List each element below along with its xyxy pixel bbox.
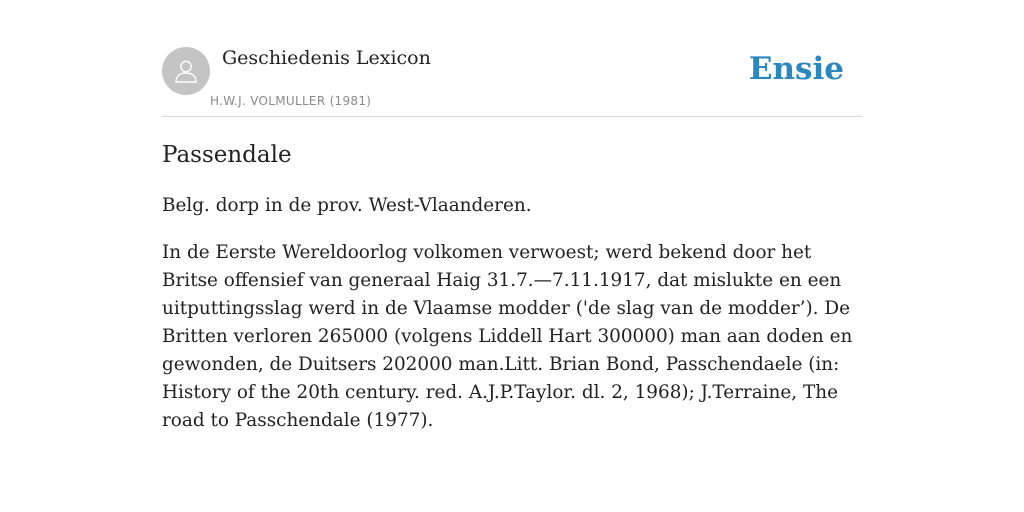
source-title[interactable]: Geschiedenis Lexicon xyxy=(222,47,431,69)
avatar[interactable] xyxy=(162,47,210,95)
brand-logo[interactable]: Ensie xyxy=(748,51,844,87)
entry-card xyxy=(162,0,862,512)
definition-paragraph: Belg. dorp in de prov. West-Vlaanderen. xyxy=(162,195,532,216)
definition-paragraph: In de Eerste Wereldoorlog volkomen verwoest; werd bekend door het Britse offensief van generaal Haig 31.7.—7.11.1917, dat mislukte en een uitputtingsslag werd in de Vlaamse modder ('de slag van de modder’). De Britten verloren 265000 (volgens Liddell Hart 300000) man aan doden en gewonden, de Duitsers 202000 man.Litt. Brian Bond, Passchendaele (in: History of the 20th century. red. A.J.P.Taylor. dl. 2, 1968); J.Terraine, The road to Passchendale (1977). xyxy=(162,242,853,431)
author-byline[interactable]: H.W.J. VOLMULLER (1981) xyxy=(210,94,372,108)
user-icon xyxy=(172,57,200,85)
entry-header xyxy=(162,0,862,117)
entry-title: Passendale xyxy=(162,142,292,168)
